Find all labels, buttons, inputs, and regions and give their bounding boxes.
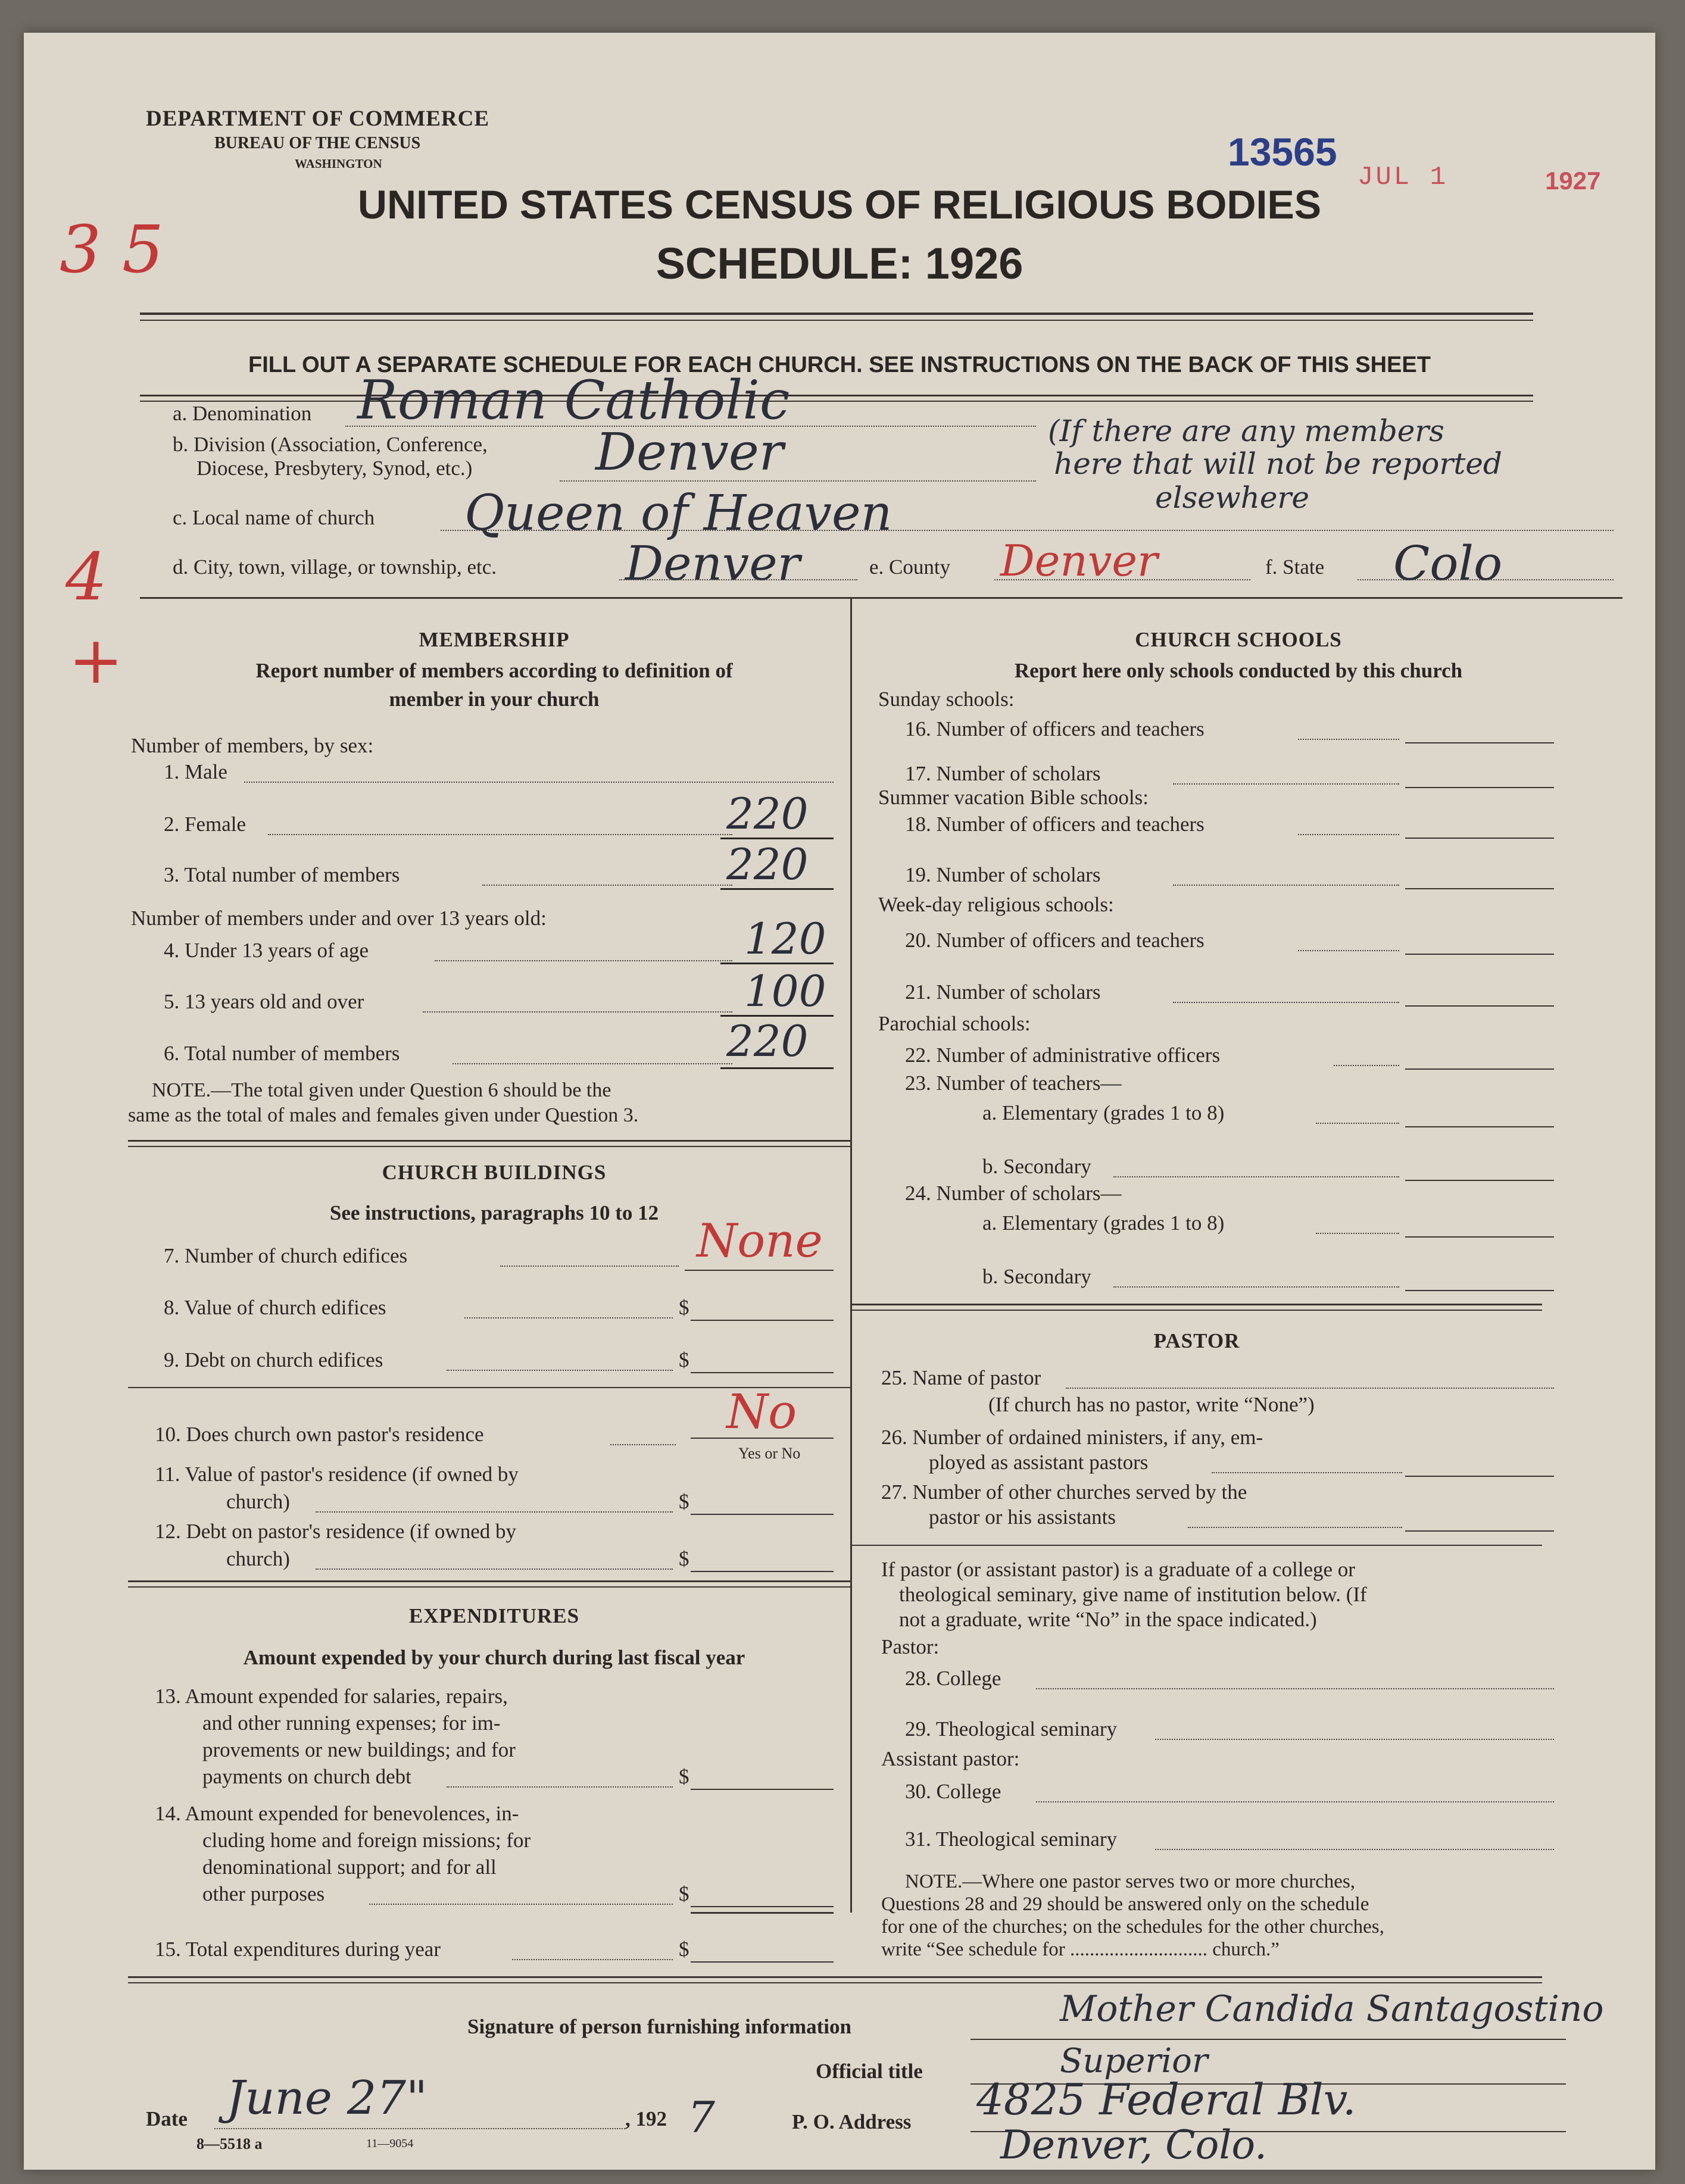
q5-value[interactable]: 100 bbox=[744, 966, 826, 1016]
rule-top-4 bbox=[140, 401, 1533, 402]
q12-dollar: $ bbox=[679, 1547, 689, 1570]
parochial-schools-label: Parochial schools: bbox=[878, 1012, 1031, 1035]
q14-label-3: denominational support; and for all bbox=[202, 1855, 497, 1879]
q23a-answer-line[interactable] bbox=[1405, 1126, 1554, 1127]
membership-note-1: NOTE.—The total given under Question 6 should be the bbox=[152, 1079, 611, 1101]
q20-label: 20. Number of officers and teachers bbox=[905, 929, 1205, 952]
q31-line[interactable] bbox=[1155, 1849, 1554, 1850]
q8-label: 8. Value of church edifices bbox=[164, 1296, 386, 1319]
local-name-value[interactable]: Queen of Heaven bbox=[464, 485, 893, 542]
q14-label-2: cluding home and foreign missions; for bbox=[202, 1829, 531, 1852]
pastor-note-1: NOTE.—Where one pastor serves two or more churches, bbox=[905, 1871, 1355, 1892]
pastor-note-2: Questions 28 and 29 should be answered only on the schedule bbox=[881, 1894, 1369, 1915]
q26-line bbox=[1212, 1472, 1402, 1473]
q24b-line bbox=[1113, 1286, 1399, 1288]
q2-line bbox=[268, 834, 732, 835]
q12-line bbox=[316, 1569, 673, 1570]
pastor-note-4: write “See schedule for ............................ church.” bbox=[881, 1939, 1280, 1960]
q18-label: 18. Number of officers and teachers bbox=[905, 813, 1205, 836]
local-name-line bbox=[441, 530, 1614, 531]
local-name-label: c. Local name of church bbox=[173, 506, 375, 529]
q8-answer-line[interactable] bbox=[691, 1320, 834, 1321]
q17-line bbox=[1173, 783, 1399, 785]
q23-label: 23. Number of teachers— bbox=[905, 1071, 1122, 1095]
q22-answer-line[interactable] bbox=[1405, 1068, 1554, 1070]
q20-line bbox=[1298, 950, 1399, 951]
rule-buildings-bottom-1 bbox=[128, 1580, 850, 1582]
grad-text-1: If pastor (or assistant pastor) is a graduate of a college or bbox=[881, 1558, 1355, 1581]
rule-schools-bottom-1 bbox=[851, 1304, 1542, 1305]
q11-label-1: 11. Value of pastor's residence (if owned by bbox=[155, 1463, 519, 1486]
sunday-schools-label: Sunday schools: bbox=[878, 688, 1015, 711]
grad-text-3: not a graduate, write “No” in the space indicated.) bbox=[899, 1608, 1317, 1631]
q23a-label: a. Elementary (grades 1 to 8) bbox=[982, 1101, 1225, 1124]
form-subtitle: SCHEDULE: 1926 bbox=[656, 239, 1024, 288]
q27-label-1: 27. Number of other churches served by the bbox=[881, 1480, 1247, 1504]
q24a-answer-line[interactable] bbox=[1405, 1236, 1554, 1238]
q11-dollar: $ bbox=[679, 1490, 689, 1513]
date-year-value[interactable]: 7 bbox=[688, 2092, 715, 2142]
print-number: 11—9054 bbox=[366, 2137, 414, 2150]
division-label-2: Diocese, Presbytery, Synod, etc.) bbox=[196, 457, 473, 480]
q26-label-2: ployed as assistant pastors bbox=[929, 1451, 1149, 1474]
q23b-line bbox=[1113, 1176, 1399, 1177]
membership-heading: MEMBERSHIP bbox=[419, 628, 570, 651]
q30-line[interactable] bbox=[1036, 1801, 1554, 1802]
q6-line bbox=[453, 1063, 732, 1064]
q28-line[interactable] bbox=[1036, 1688, 1554, 1689]
q10-answer-line bbox=[691, 1438, 834, 1439]
pastor-note-3: for one of the churches; on the schedules for the other churches, bbox=[881, 1916, 1384, 1938]
city-heading: WASHINGTON bbox=[295, 157, 382, 171]
pastor-heading: PASTOR bbox=[1153, 1329, 1240, 1352]
rule-buildings-bottom-2 bbox=[128, 1586, 850, 1588]
margin-mark-side1: 4 bbox=[65, 539, 107, 615]
date-year-prefix: , 192 bbox=[625, 2107, 667, 2130]
q15-dollar: $ bbox=[679, 1938, 689, 1961]
q30-label: 30. College bbox=[905, 1780, 1001, 1803]
q31-label: 31. Theological seminary bbox=[905, 1827, 1118, 1851]
county-value[interactable]: Denver bbox=[1000, 536, 1158, 586]
membership-sub-1: Report number of members according to definition of bbox=[255, 659, 733, 682]
q2-label: 2. Female bbox=[164, 813, 246, 836]
q18-line bbox=[1298, 834, 1399, 835]
q11-answer-line[interactable] bbox=[691, 1514, 834, 1515]
division-value[interactable]: Denver bbox=[595, 423, 784, 482]
q27-answer-line[interactable] bbox=[1405, 1530, 1554, 1532]
q13-label-1: 13. Amount expended for salaries, repairs, bbox=[155, 1685, 508, 1708]
city-line bbox=[619, 579, 857, 580]
q21-line bbox=[1173, 1002, 1399, 1003]
q14-line bbox=[369, 1904, 673, 1905]
q13-label-2: and other running expenses; for im- bbox=[202, 1711, 501, 1735]
buildings-heading: CHURCH BUILDINGS bbox=[382, 1161, 607, 1184]
q13-label-3: provements or new buildings; and for bbox=[202, 1738, 516, 1761]
q20-answer-line[interactable] bbox=[1405, 954, 1554, 955]
q6-value[interactable]: 220 bbox=[726, 1016, 809, 1066]
address-label: P. O. Address bbox=[792, 2110, 912, 2133]
q23b-answer-line[interactable] bbox=[1405, 1180, 1554, 1181]
q14-label-1: 14. Amount expended for benevolences, in- bbox=[155, 1802, 519, 1825]
q14-answer-line[interactable] bbox=[691, 1906, 834, 1907]
denomination-value[interactable]: Roman Catholic bbox=[357, 369, 790, 432]
q19-label: 19. Number of scholars bbox=[905, 863, 1101, 886]
q10-value[interactable]: No bbox=[726, 1384, 797, 1439]
denomination-label: a. Denomination bbox=[173, 402, 312, 425]
margin-mark-side2: + bbox=[68, 622, 124, 698]
official-title-value[interactable]: Superior bbox=[1060, 2042, 1208, 2080]
received-year-stamp: 1927 bbox=[1545, 167, 1601, 195]
q15-answer-line[interactable] bbox=[691, 1961, 834, 1963]
q7-answer-line bbox=[685, 1270, 834, 1271]
instruction-banner: FILL OUT A SEPARATE SCHEDULE FOR EACH CHURCH. SEE INSTRUCTIONS ON THE BACK OF THIS SHEET bbox=[248, 352, 1431, 377]
q4-line bbox=[435, 960, 732, 961]
q7-line bbox=[500, 1266, 679, 1267]
buildings-sub: See instructions, paragraphs 10 to 12 bbox=[329, 1201, 659, 1224]
city-value[interactable]: Denver bbox=[625, 536, 800, 591]
membership-sub-2: member in your church bbox=[389, 688, 600, 711]
rule-membership-bottom-2 bbox=[128, 1146, 850, 1147]
q3-value[interactable]: 220 bbox=[726, 839, 809, 889]
q7-label: 7. Number of church edifices bbox=[164, 1244, 408, 1267]
census-schedule-sheet bbox=[24, 33, 1655, 2170]
q4-underline bbox=[720, 963, 834, 964]
dept-heading: DEPARTMENT OF COMMERCE bbox=[146, 107, 490, 131]
form-title: UNITED STATES CENSUS OF RELIGIOUS BODIES bbox=[357, 182, 1322, 227]
q8-dollar: $ bbox=[679, 1296, 689, 1319]
summer-schools-label: Summer vacation Bible schools: bbox=[878, 786, 1149, 809]
q23a-line bbox=[1316, 1123, 1399, 1124]
q25-note: (If church has no pastor, write “None”) bbox=[988, 1393, 1315, 1416]
q14-dollar: $ bbox=[679, 1882, 689, 1905]
official-title-label: Official title bbox=[816, 2060, 923, 2083]
q6-underline bbox=[720, 1067, 834, 1069]
q9-line bbox=[447, 1370, 673, 1371]
q9-dollar: $ bbox=[679, 1348, 689, 1371]
pastor-sub-label: Pastor: bbox=[881, 1635, 940, 1658]
membership-note-2: same as the total of males and females given under Question 3. bbox=[128, 1104, 639, 1126]
q24b-label: b. Secondary bbox=[982, 1265, 1091, 1288]
q15-label: 15. Total expenditures during year bbox=[155, 1938, 441, 1961]
column-divider bbox=[850, 597, 852, 1913]
q12-answer-line[interactable] bbox=[691, 1571, 834, 1572]
q25-line[interactable] bbox=[1066, 1388, 1554, 1389]
bureau-heading: BUREAU OF THE CENSUS bbox=[214, 134, 421, 152]
q9-answer-line[interactable] bbox=[691, 1372, 834, 1373]
q17-label: 17. Number of scholars bbox=[905, 762, 1101, 785]
q8-line bbox=[464, 1317, 673, 1318]
q13-line bbox=[447, 1786, 673, 1788]
city-label: d. City, town, village, or township, etc. bbox=[173, 555, 497, 579]
q22-line bbox=[1334, 1065, 1399, 1066]
q27-line bbox=[1188, 1527, 1402, 1528]
q14-label-4: other purposes bbox=[202, 1882, 325, 1905]
margin-mark-top: 3 5 bbox=[60, 211, 164, 288]
q10-label: 10. Does church own pastor's residence bbox=[155, 1423, 484, 1446]
q5-line bbox=[423, 1011, 732, 1013]
q16-label: 16. Number of officers and teachers bbox=[905, 717, 1205, 741]
q29-line[interactable] bbox=[1155, 1739, 1554, 1740]
address-value-2[interactable]: Denver, Colo. bbox=[1000, 2122, 1267, 2168]
q3-underline bbox=[720, 888, 834, 890]
address-value-1[interactable]: 4825 Federal Blv. bbox=[976, 2074, 1356, 2124]
rule-membership-bottom-1 bbox=[128, 1140, 850, 1142]
q24a-line bbox=[1316, 1233, 1399, 1234]
q7-value[interactable]: None bbox=[697, 1214, 823, 1268]
division-note-1: (If there are any members bbox=[1048, 414, 1444, 448]
rule-footer-top-1 bbox=[128, 1976, 1542, 1978]
q21-answer-line[interactable] bbox=[1405, 1005, 1554, 1007]
q13-label-4: payments on church debt bbox=[202, 1765, 411, 1788]
q28-label: 28. College bbox=[905, 1667, 1001, 1690]
q12-label-2: church) bbox=[226, 1547, 290, 1570]
q21-label: 21. Number of scholars bbox=[905, 980, 1101, 1004]
rule-schools-bottom-2 bbox=[851, 1310, 1542, 1311]
division-label-1: b. Division (Association, Conference, bbox=[173, 433, 488, 456]
by-sex-label: Number of members, by sex: bbox=[131, 734, 374, 757]
q24b-answer-line[interactable] bbox=[1405, 1290, 1554, 1291]
q9-label: 9. Debt on church edifices bbox=[164, 1348, 383, 1371]
q22-label: 22. Number of administrative officers bbox=[905, 1043, 1221, 1067]
state-label: f. State bbox=[1265, 555, 1325, 579]
q4-label: 4. Under 13 years of age bbox=[164, 939, 369, 962]
rule-top-1 bbox=[140, 313, 1533, 315]
q11-label-2: church) bbox=[226, 1490, 290, 1513]
q17-answer-line[interactable] bbox=[1405, 787, 1554, 788]
rule-footer-top-2 bbox=[128, 1982, 1542, 1983]
document-number-stamp: 13565 bbox=[1228, 130, 1337, 174]
date-label: Date bbox=[146, 2107, 188, 2130]
division-line bbox=[560, 480, 1036, 482]
division-note-2: here that will not be reported bbox=[1054, 446, 1502, 481]
age-heading: Number of members under and over 13 years old: bbox=[131, 907, 547, 930]
schools-sub: Report here only schools conducted by this church bbox=[1014, 659, 1463, 682]
assistant-pastor-label: Assistant pastor: bbox=[881, 1747, 1020, 1770]
county-label: e. County bbox=[869, 555, 951, 579]
q26-label-1: 26. Number of ordained ministers, if any, em- bbox=[881, 1426, 1263, 1449]
q13-dollar: $ bbox=[679, 1765, 689, 1788]
division-note-3: elsewhere bbox=[1155, 480, 1309, 515]
q27-label-2: pastor or his assistants bbox=[929, 1505, 1116, 1529]
yes-no-hint: Yes or No bbox=[738, 1445, 801, 1462]
expenditures-heading: EXPENDITURES bbox=[408, 1604, 580, 1627]
q14-answer-line-double bbox=[691, 1912, 834, 1914]
rule-identity-bottom bbox=[140, 597, 1622, 599]
q19-answer-line[interactable] bbox=[1405, 888, 1554, 889]
state-value[interactable]: Colo bbox=[1393, 536, 1503, 591]
state-line bbox=[1358, 579, 1614, 580]
q29-label: 29. Theological seminary bbox=[905, 1717, 1118, 1741]
county-line bbox=[994, 579, 1250, 580]
rule-top-3 bbox=[140, 395, 1533, 396]
date-value[interactable]: June 27" bbox=[226, 2071, 428, 2125]
grad-text-2: theological seminary, give name of institution below. (If bbox=[899, 1583, 1367, 1606]
signature-label: Signature of person furnishing information bbox=[467, 2015, 851, 2038]
received-date-stamp: JUL 1 bbox=[1358, 163, 1449, 192]
signature-line bbox=[971, 2039, 1566, 2040]
q1-line bbox=[244, 782, 834, 783]
q15-line bbox=[512, 1959, 673, 1960]
expenditures-sub: Amount expended by your church during last fiscal year bbox=[243, 1646, 745, 1669]
q2-value[interactable]: 220 bbox=[726, 789, 809, 839]
q25-label: 25. Name of pastor bbox=[881, 1366, 1041, 1389]
q12-label-1: 12. Debt on pastor's residence (if owned by bbox=[155, 1520, 516, 1543]
signature-value[interactable]: Mother Candida Santagostino bbox=[1060, 1988, 1604, 2030]
q11-line bbox=[316, 1511, 673, 1513]
q18-answer-line[interactable] bbox=[1405, 838, 1554, 839]
rule-top-2 bbox=[140, 320, 1533, 321]
q16-answer-line[interactable] bbox=[1405, 742, 1554, 743]
q4-value[interactable]: 120 bbox=[744, 914, 826, 964]
weekday-schools-label: Week-day religious schools: bbox=[878, 893, 1114, 916]
schools-heading: CHURCH SCHOOLS bbox=[1135, 628, 1342, 651]
q5-label: 5. 13 years old and over bbox=[164, 990, 364, 1013]
q23b-label: b. Secondary bbox=[982, 1155, 1091, 1178]
q1-label: 1. Male bbox=[164, 760, 227, 783]
date-line bbox=[214, 2128, 625, 2129]
q19-line bbox=[1173, 885, 1399, 886]
q3-line bbox=[482, 885, 732, 886]
form-number: 8—5518 a bbox=[196, 2135, 263, 2152]
q13-answer-line[interactable] bbox=[691, 1789, 834, 1790]
q10-line bbox=[610, 1444, 676, 1445]
q26-answer-line[interactable] bbox=[1405, 1476, 1554, 1477]
q16-line bbox=[1298, 739, 1399, 740]
q24a-label: a. Elementary (grades 1 to 8) bbox=[982, 1211, 1225, 1235]
q6-label: 6. Total number of members bbox=[164, 1042, 400, 1065]
q3-label: 3. Total number of members bbox=[164, 863, 400, 886]
q24-label: 24. Number of scholars— bbox=[905, 1182, 1122, 1205]
rule-pastor-mid bbox=[851, 1545, 1542, 1546]
